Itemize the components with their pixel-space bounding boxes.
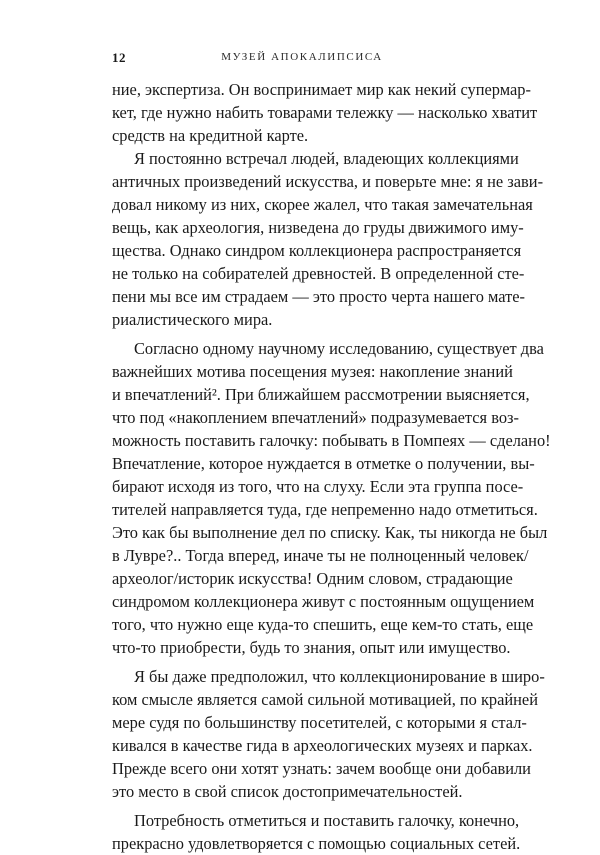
text-line: тителей направляется туда, где непременно надо отметиться.: [112, 500, 538, 519]
text-line: можность поставить галочку: побывать в Помпеях — сделано!: [112, 431, 551, 450]
text-line: что под «накоплением впечатлений» подразумевается воз-: [112, 408, 519, 427]
text-line: щества. Однако синдром коллекционера распространяется: [112, 241, 522, 260]
text-line: Я постоянно встречал людей, владеющих коллекциями: [134, 149, 519, 168]
page-number: 12: [112, 50, 126, 65]
text-line: Согласно одному научному исследованию, существует два: [134, 339, 544, 358]
text-line: довал никому из них, скорее жалел, что такая замечательная: [112, 195, 533, 214]
running-title: МУЗЕЙ АПОКАЛИПСИСА: [221, 51, 383, 63]
text-line: мере судя по большинству посетителей, с которыми я стал-: [112, 713, 527, 732]
text-line: Потребность отметиться и поставить галочку, конечно,: [134, 811, 520, 830]
text-line: вещь, как археология, низведена до груды движимого иму-: [112, 218, 524, 237]
text-line: Впечатление, которое нуждается в отметке о получении, вы-: [112, 454, 535, 473]
text-line: Я бы даже предположил, что коллекционирование в широ-: [134, 667, 545, 686]
text-line: и впечатлений². При ближайшем рассмотрении выясняется,: [112, 385, 530, 404]
text-line: бирают исходя из того, что на слуху. Если эта группа посе-: [112, 477, 524, 496]
text-line: античных произведений искусства, и поверьте мне: я не зави-: [112, 172, 544, 191]
text-line: важнейших мотива посещения музея: накопление знаний: [112, 362, 513, 381]
text-line: это место в свой список достопримечательностей.: [112, 782, 463, 801]
text-line: кет, где нужно набить товарами тележку — насколько хватит: [112, 103, 538, 122]
text-line: что-то приобрести, будь то знания, опыт или имущество.: [112, 638, 511, 657]
text-line: синдромом коллекционера живут с постоянным ощущением: [112, 592, 535, 611]
text-line: Прежде всего они хотят узнать: зачем вообще они добавили: [112, 759, 531, 778]
text-line: археолог/историк искусства! Одним словом, страдающие: [112, 569, 513, 588]
text-line: пени мы все им страдаем — это просто черта нашего мате-: [112, 287, 526, 306]
text-line: кивался в качестве гида в археологических музеях и парках.: [112, 736, 533, 755]
text-line: ком смысле является самой сильной мотивацией, по крайней: [112, 690, 538, 709]
text-line: не только на собирателей древностей. В определенной сте-: [112, 264, 525, 283]
text-line: в Лувре?.. Тогда вперед, иначе ты не полноценный человек/: [112, 546, 529, 565]
text-line: риалистического мира.: [112, 310, 273, 329]
text-line: прекрасно удовлетворяется с помощью социальных сетей.: [112, 834, 521, 853]
text-line: Это как бы выполнение дел по списку. Как, ты никогда не был: [112, 523, 548, 542]
text-line: средств на кредитной карте.: [112, 126, 309, 145]
text-line: ние, экспертиза. Он воспринимает мир как некий супермар-: [112, 80, 531, 99]
page-header: [112, 50, 492, 70]
body-text: [112, 78, 551, 855]
text-line: того, что нужно еще куда-то спешить, еще кем-то стать, еще: [112, 615, 534, 634]
